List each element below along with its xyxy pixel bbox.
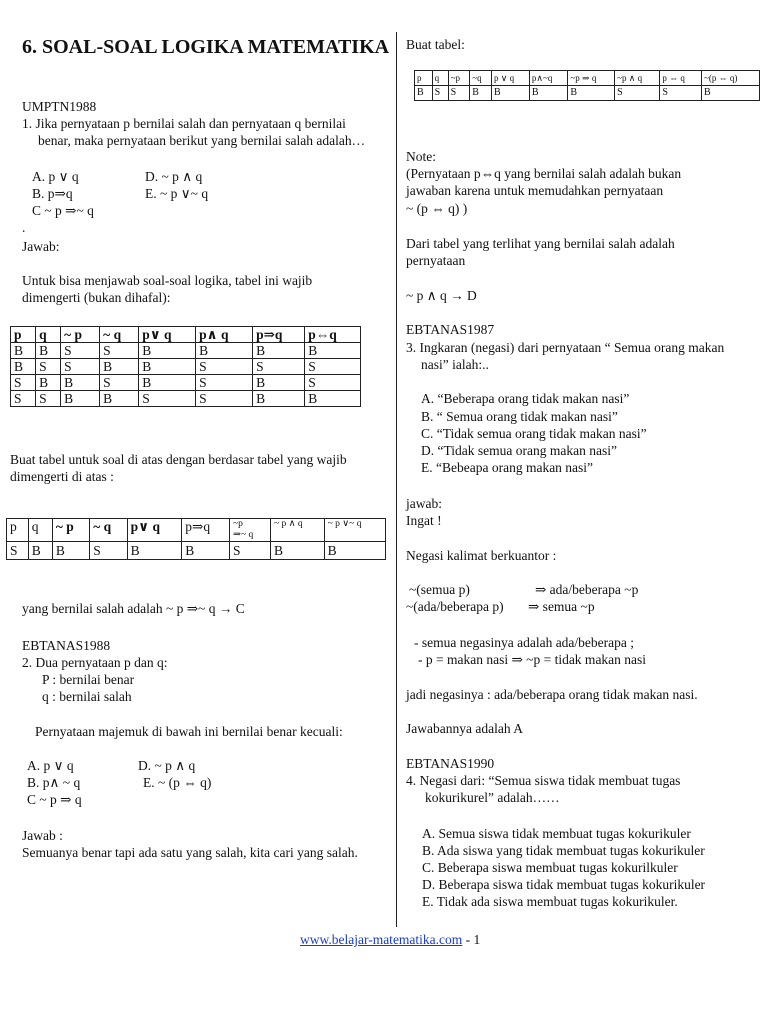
rule-text: ~(ada/beberapa p) bbox=[406, 599, 504, 614]
table-cell: S bbox=[100, 375, 139, 391]
website-link[interactable]: www.belajar-matematika.com bbox=[300, 932, 463, 947]
table-header: p⇔q bbox=[305, 327, 361, 343]
answer-label: Jawab : bbox=[22, 828, 63, 843]
option: B. “ Semua orang tidak makan nasi” bbox=[421, 409, 618, 424]
paragraph: jadi negasinya : ada/beberapa orang tidak makan nasi. bbox=[406, 687, 698, 702]
table-header: ~p ⇒ q bbox=[568, 71, 615, 86]
option: D. ~ p ∧ q bbox=[138, 758, 196, 773]
paragraph: pernyataan bbox=[406, 253, 466, 268]
table-cell: B bbox=[52, 542, 89, 560]
option: B. Ada siswa yang tidak membuat tugas kokurikuler bbox=[422, 843, 705, 858]
question-text: Pernyataan majemuk di bawah ini bernilai benar kecuali: bbox=[35, 724, 343, 739]
table-cell: B bbox=[11, 359, 36, 375]
option: E. “Bebeapa orang makan nasi” bbox=[421, 460, 594, 475]
table-cell: S bbox=[253, 359, 305, 375]
note-text: (Pernyataan p⇔q yang bernilai salah adalah bukan bbox=[406, 166, 682, 181]
option: C ~ p ⇒ q bbox=[27, 792, 82, 807]
table-header: ~(p ⇔ q) bbox=[701, 71, 759, 86]
table-row bbox=[415, 86, 760, 101]
table-row bbox=[11, 359, 361, 375]
table-header: ~ q bbox=[100, 327, 139, 343]
table-cell: B bbox=[36, 343, 61, 359]
table-header: p bbox=[11, 327, 36, 343]
table-cell: B bbox=[11, 343, 36, 359]
table-cell: S bbox=[615, 86, 660, 101]
question-text: q : bernilai salah bbox=[42, 689, 132, 704]
option: B. p∧ ~ q bbox=[27, 775, 81, 790]
table-header: q bbox=[432, 71, 448, 86]
table-header: p ∨ q bbox=[492, 71, 530, 86]
table-header: p∧~q bbox=[529, 71, 567, 86]
table-cell: S bbox=[61, 343, 100, 359]
paragraph: Negasi kalimat berkuantor : bbox=[406, 548, 557, 563]
table-cell: S bbox=[36, 391, 61, 407]
section-label: Buat tabel: bbox=[406, 37, 465, 52]
option: C ~ p ⇒~ q bbox=[32, 203, 94, 218]
table-cell: S bbox=[230, 542, 271, 560]
table-cell: S bbox=[139, 391, 196, 407]
table-header: p⇒q bbox=[253, 327, 305, 343]
table-cell: S bbox=[196, 375, 253, 391]
paragraph: Dari tabel yang terlihat yang bernilai salah adalah bbox=[406, 236, 675, 251]
table-cell: S bbox=[432, 86, 448, 101]
header-part: ⇒~ q bbox=[233, 530, 254, 540]
table-cell: B bbox=[305, 343, 361, 359]
note-text: ~ (p ⇔ q) ) bbox=[406, 201, 468, 216]
paragraph: Buat tabel untuk soal di atas dengan berdasar tabel yang wajib bbox=[10, 452, 347, 467]
table-row bbox=[11, 375, 361, 391]
note-label: Note: bbox=[406, 149, 436, 164]
answer-text: Semuanya benar tapi ada satu yang salah, kita cari yang salah. bbox=[22, 845, 358, 860]
rule-text: ⇒ ada/beberapa ~p bbox=[535, 582, 639, 597]
table-cell: B bbox=[139, 359, 196, 375]
table-header: ~p bbox=[448, 71, 470, 86]
reminder-label: Ingat ! bbox=[406, 513, 442, 528]
dot: . bbox=[22, 220, 26, 235]
option: E. Tidak ada siswa membuat tugas kokurikuler. bbox=[422, 894, 678, 909]
table-header: ~ p bbox=[52, 519, 89, 542]
question-text: nasi” ialah:.. bbox=[421, 357, 489, 372]
footer bbox=[300, 932, 480, 948]
table-cell: S bbox=[100, 343, 139, 359]
table-cell: S bbox=[660, 86, 702, 101]
table-cell: S bbox=[11, 391, 36, 407]
table-cell: B bbox=[568, 86, 615, 101]
table-header: p⇒q bbox=[182, 519, 230, 542]
table-row bbox=[11, 391, 361, 407]
table-cell: B bbox=[529, 86, 567, 101]
page-number: - 1 bbox=[462, 932, 481, 947]
table-cell: B bbox=[324, 542, 385, 560]
paragraph: dimengerti di atas : bbox=[10, 469, 114, 484]
source-label: UMPTN1988 bbox=[22, 99, 97, 114]
table-cell: B bbox=[127, 542, 182, 560]
rule-text: ~(semua p) bbox=[409, 582, 470, 597]
table-cell: S bbox=[61, 359, 100, 375]
option: C. Beberapa siswa membuat tugas kokurilkuler bbox=[422, 860, 678, 875]
table-cell: S bbox=[305, 359, 361, 375]
table-cell: B bbox=[253, 391, 305, 407]
option: B. p⇒q bbox=[32, 186, 73, 201]
table-header: ~ p ∧ q bbox=[270, 519, 324, 542]
bullet-text: - semua negasinya adalah ada/beberapa ; bbox=[414, 635, 635, 650]
option: E. ~ (p ⇔ q) bbox=[143, 775, 212, 790]
header-part: ~p bbox=[233, 519, 243, 529]
table-header: ~q bbox=[470, 71, 492, 86]
question-text: 4. Negasi dari: “Semua siswa tidak membuat tugas bbox=[406, 773, 681, 788]
option: A. p ∨ q bbox=[32, 169, 79, 184]
table-header: p∧ q bbox=[196, 327, 253, 343]
table-cell: B bbox=[61, 391, 100, 407]
paragraph: Untuk bisa menjawab soal-soal logika, tabel ini wajib bbox=[22, 273, 313, 288]
option: D. Beberapa siswa tidak membuat tugas kokurikuler bbox=[422, 877, 706, 892]
answer-text: Jawabannya adalah A bbox=[406, 721, 523, 736]
answer-label: Jawab: bbox=[22, 239, 60, 254]
column-divider bbox=[396, 32, 397, 927]
table-cell: B bbox=[196, 343, 253, 359]
source-label: EBTANAS1988 bbox=[22, 638, 111, 653]
table-cell: S bbox=[305, 375, 361, 391]
option: A. “Beberapa orang tidak makan nasi” bbox=[421, 391, 630, 406]
source-label: EBTANAS1987 bbox=[406, 322, 495, 337]
table-row bbox=[11, 343, 361, 359]
table-cell: B bbox=[100, 359, 139, 375]
answer-table bbox=[6, 518, 386, 560]
table-cell: B bbox=[139, 375, 196, 391]
rule-text: ⇒ semua ~p bbox=[528, 599, 595, 614]
table-cell: B bbox=[28, 542, 52, 560]
table-cell: B bbox=[270, 542, 324, 560]
option: D. “Tidak semua orang makan nasi” bbox=[421, 443, 617, 458]
table-header: ~ q bbox=[90, 519, 127, 542]
table-row bbox=[7, 542, 386, 560]
table-header: p bbox=[415, 71, 433, 86]
table-cell: B bbox=[182, 542, 230, 560]
paragraph: dimengerti (bukan dihafal): bbox=[22, 290, 171, 305]
option: D. ~ p ∧ q bbox=[145, 169, 203, 184]
question-text: benar, maka pernyataan berikut yang bernilai salah adalah… bbox=[38, 133, 366, 148]
table-cell: S bbox=[448, 86, 470, 101]
page-title: 6. SOAL-SOAL LOGIKA MATEMATIKA bbox=[22, 36, 390, 58]
question-text: P : bernilai benar bbox=[42, 672, 135, 687]
table-header: p bbox=[7, 519, 29, 542]
answer-label: jawab: bbox=[406, 496, 442, 511]
table-cell: S bbox=[36, 359, 61, 375]
table-cell: S bbox=[196, 391, 253, 407]
table-cell: B bbox=[492, 86, 530, 101]
source-label: EBTANAS1990 bbox=[406, 756, 495, 771]
answer-text: yang bernilai salah adalah ~ p ⇒~ q → C bbox=[22, 601, 245, 616]
note-text: jawaban karena untuk memudahkan pernyataan bbox=[406, 183, 664, 198]
table-header bbox=[230, 519, 271, 542]
option: A. p ∨ q bbox=[27, 758, 74, 773]
table-cell: B bbox=[470, 86, 492, 101]
table-cell: B bbox=[701, 86, 759, 101]
table-header: ~ p ∨~ q bbox=[324, 519, 385, 542]
question-text: 1. Jika pernyataan p bernilai salah dan pernyataan q bernilai bbox=[22, 116, 346, 131]
table-cell: B bbox=[305, 391, 361, 407]
table-header: p∨ q bbox=[139, 327, 196, 343]
table-cell: S bbox=[196, 359, 253, 375]
table-cell: B bbox=[253, 375, 305, 391]
answer-table bbox=[414, 70, 760, 101]
table-cell: S bbox=[11, 375, 36, 391]
table-cell: B bbox=[415, 86, 433, 101]
bullet-text: - p = makan nasi ⇒ ~p = tidak makan nasi bbox=[418, 652, 647, 667]
table-cell: B bbox=[253, 343, 305, 359]
table-header: ~p ∧ q bbox=[615, 71, 660, 86]
truth-table bbox=[10, 326, 361, 407]
table-header: q bbox=[36, 327, 61, 343]
answer-text: ~ p ∧ q → D bbox=[406, 288, 477, 303]
table-cell: S bbox=[90, 542, 127, 560]
question-text: kokurikurel” adalah…… bbox=[425, 790, 560, 805]
option: A. Semua siswa tidak membuat tugas kokurikuler bbox=[422, 826, 691, 841]
question-text: 2. Dua pernyataan p dan q: bbox=[22, 655, 168, 670]
table-cell: B bbox=[139, 343, 196, 359]
table-header: ~ p bbox=[61, 327, 100, 343]
table-header: p ⇔ q bbox=[660, 71, 702, 86]
table-cell: B bbox=[36, 375, 61, 391]
option: E. ~ p ∨~ q bbox=[145, 186, 209, 201]
table-cell: S bbox=[7, 542, 29, 560]
table-cell: B bbox=[61, 375, 100, 391]
table-header: q bbox=[28, 519, 52, 542]
option: C. “Tidak semua orang tidak makan nasi” bbox=[421, 426, 647, 441]
question-text: 3. Ingkaran (negasi) dari pernyataan “ Semua orang makan bbox=[406, 340, 725, 355]
table-header: p∨ q bbox=[127, 519, 182, 542]
table-cell: B bbox=[100, 391, 139, 407]
